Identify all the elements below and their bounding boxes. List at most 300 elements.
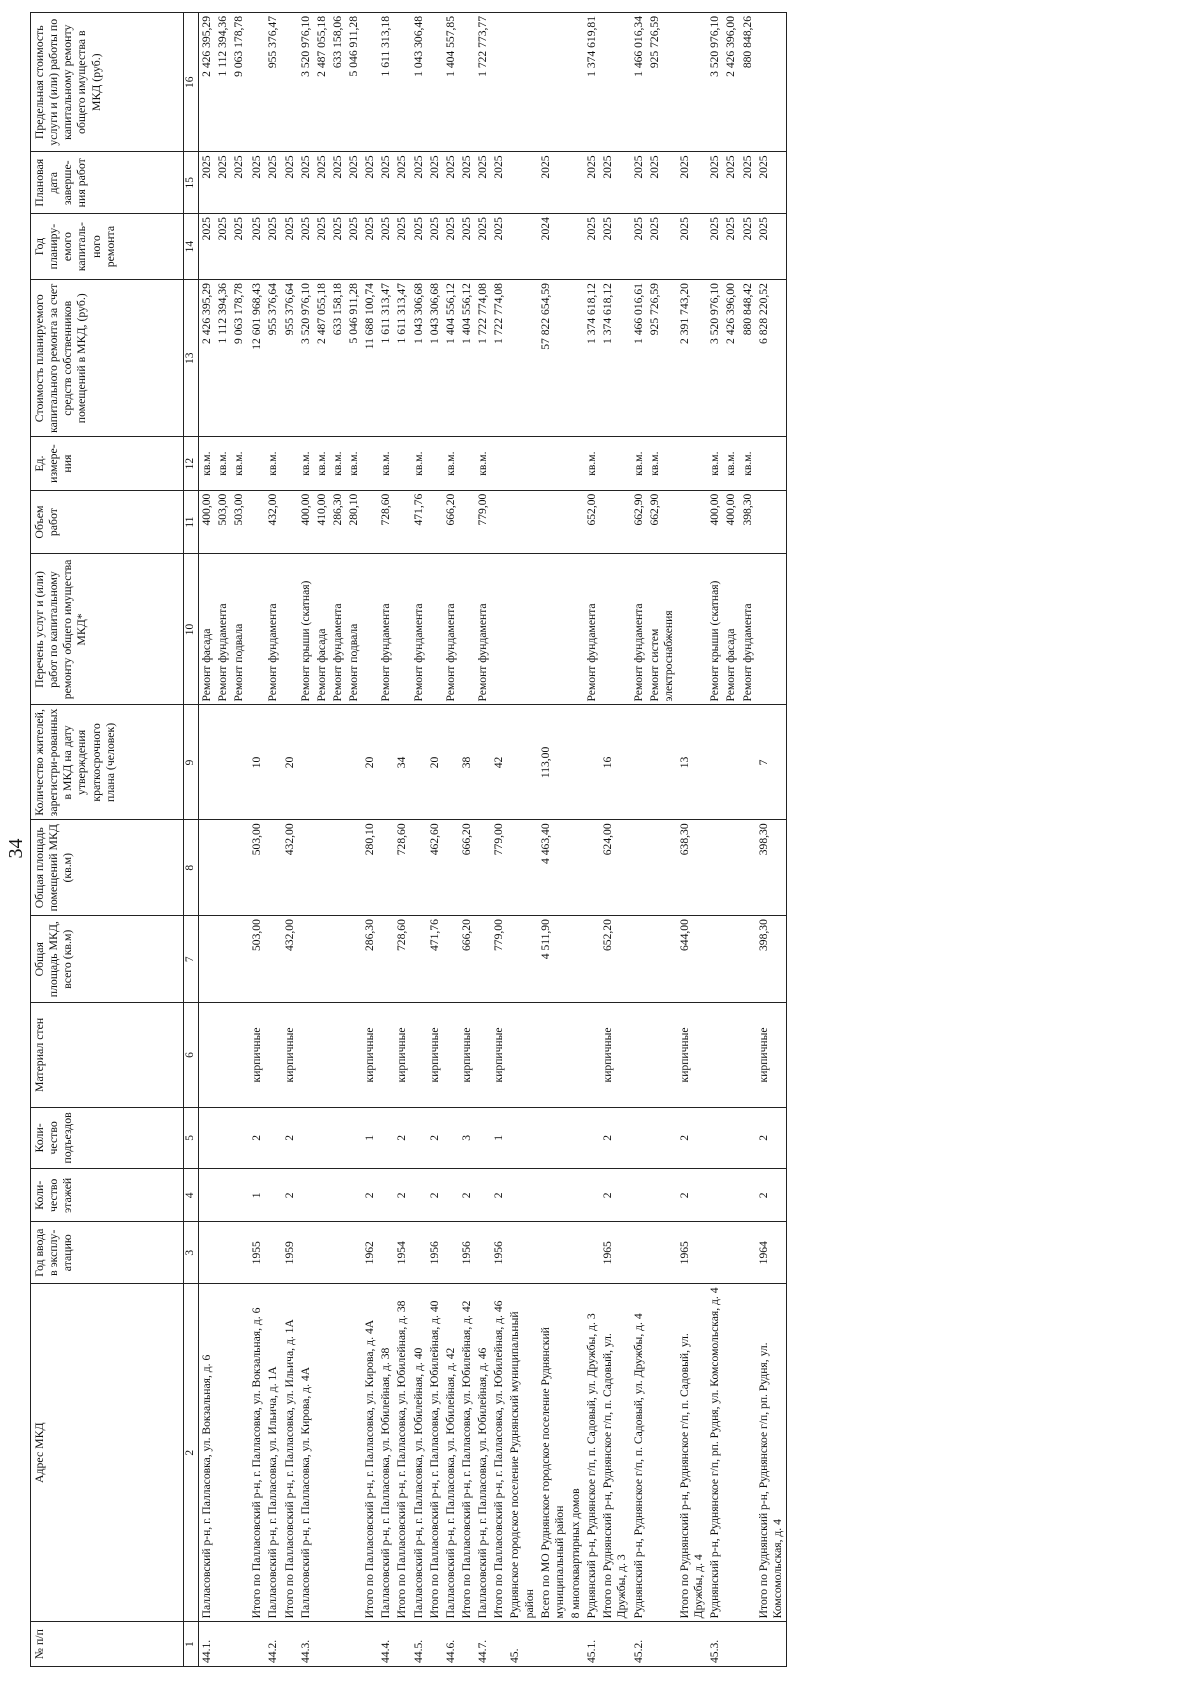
table-cell [723, 1107, 739, 1169]
table-cell [282, 1622, 298, 1667]
table-cell: 503,00 [249, 916, 265, 1003]
table-cell: 398,30 [740, 490, 756, 554]
table-cell [443, 1003, 459, 1107]
table-cell [265, 1003, 281, 1107]
table-cell [231, 1222, 247, 1284]
table-cell [427, 554, 443, 705]
table-cell: Ремонт фасада [198, 554, 215, 705]
table-cell: 2025 [215, 152, 231, 214]
table-cell: 3 520 976,10 [707, 13, 723, 152]
table-cell: Ремонт фундамента [631, 554, 647, 705]
table-cell [411, 1169, 427, 1222]
table-header [31, 13, 199, 1667]
table-cell: кв.м. [647, 437, 677, 490]
column-header: Коли-чество подъездов [31, 1107, 184, 1169]
table-cell: 2025 [491, 214, 507, 280]
table-cell: 462,60 [427, 820, 443, 916]
table-cell [298, 916, 314, 1003]
table-cell [346, 1003, 362, 1107]
table-cell: 2025 [584, 214, 600, 280]
table-cell [723, 820, 739, 916]
table-cell: 1964 [756, 1222, 787, 1284]
table-cell: 2025 [723, 152, 739, 214]
table-cell [631, 705, 647, 820]
table-cell [459, 13, 475, 152]
table-cell: Палласовский р-н, г. Палласовка, ул. Ильича, д. 1А [265, 1284, 281, 1622]
table-cell [740, 820, 756, 916]
column-header: Объем работ [31, 490, 184, 554]
table-cell: 2 487 055,18 [314, 280, 330, 437]
table-cell: 1 043 306,68 [427, 280, 443, 437]
table-cell [346, 1107, 362, 1169]
table-cell: 2025 [314, 214, 330, 280]
table-cell: 2025 [677, 152, 707, 214]
table-cell [756, 437, 787, 490]
table-cell: 2025 [378, 152, 394, 214]
table-row [723, 13, 739, 1667]
table-cell [707, 916, 723, 1003]
table-cell: 1 374 619,81 [584, 13, 600, 152]
table-cell: Итого по Руднянский р-н, Руднянское г/п, п. Садовый, ул. Дружбы, д. 4 [677, 1284, 707, 1622]
table-cell: 2025 [362, 152, 378, 214]
table-cell: 1965 [677, 1222, 707, 1284]
table-cell [740, 1284, 756, 1622]
table-cell [443, 916, 459, 1003]
table-cell [282, 554, 298, 705]
table-cell [600, 437, 630, 490]
table-cell [740, 1169, 756, 1222]
table-cell: 2025 [475, 214, 491, 280]
table-cell [411, 1107, 427, 1169]
table-cell [314, 1107, 330, 1169]
table-cell: 1956 [459, 1222, 475, 1284]
table-cell [346, 820, 362, 916]
table-cell [538, 437, 568, 490]
column-number: 11 [184, 490, 199, 554]
table-cell: кирпичные [459, 1003, 475, 1107]
table-cell [723, 1003, 739, 1107]
table-cell [265, 916, 281, 1003]
column-header: Плановая дата заверше-ния работ [31, 152, 184, 214]
table-cell: кирпичные [491, 1003, 507, 1107]
table-cell: Ремонт подвала [346, 554, 362, 705]
table-cell: 880 848,42 [740, 280, 756, 437]
table-cell: 45.2. [631, 1622, 647, 1667]
table-cell [459, 554, 475, 705]
table-cell: 2025 [677, 214, 707, 280]
table-cell: 20 [427, 705, 443, 820]
table-cell [568, 820, 584, 916]
table-cell: 728,60 [394, 820, 410, 916]
column-header: Перечень услуг и (или) работ по капитальному ремонту общего имущества МКД* [31, 554, 184, 705]
table-cell: 1 404 556,12 [443, 280, 459, 437]
table-cell [740, 1622, 756, 1667]
table-cell: 728,60 [378, 490, 394, 554]
table-cell: Руднянский р-н, Руднянское г/п, п. Садовый, ул. Дружбы, д. 3 [584, 1284, 600, 1622]
table-cell: 2024 [538, 214, 568, 280]
table-cell [568, 152, 584, 214]
column-number: 15 [184, 152, 199, 214]
table-cell: кв.м. [314, 437, 330, 490]
table-cell [330, 1622, 346, 1667]
table-row [282, 13, 298, 1667]
table-cell: 2 [677, 1107, 707, 1169]
table-cell: Итого по Палласовский р-н, г. Палласовка, ул. Юбилейная, д. 40 [427, 1284, 443, 1622]
table-cell: 57 822 654,59 [538, 280, 568, 437]
table-cell: кирпичные [756, 1003, 787, 1107]
table-row [443, 13, 459, 1667]
table-cell [475, 1003, 491, 1107]
table-cell: 2025 [459, 152, 475, 214]
table-cell [507, 490, 537, 554]
table-cell [314, 1222, 330, 1284]
table-cell [378, 1169, 394, 1222]
table-cell [346, 1284, 362, 1622]
table-cell: кирпичные [362, 1003, 378, 1107]
table-cell: 3 [459, 1107, 475, 1169]
table-cell: 5 046 911,28 [346, 280, 362, 437]
table-cell [568, 1107, 584, 1169]
table-cell [362, 437, 378, 490]
table-cell [631, 1169, 647, 1222]
table-cell: 1 404 557,85 [443, 13, 459, 152]
table-cell: 1 611 313,18 [378, 13, 394, 152]
table-cell: 2025 [198, 214, 215, 280]
table-cell: Итого по Палласовский р-н, г. Палласовка, ул. Кирова, д. 4А [362, 1284, 378, 1622]
table-cell [394, 490, 410, 554]
table-cell [723, 705, 739, 820]
table-cell: 16 [600, 705, 630, 820]
table-cell: 44.2. [265, 1622, 281, 1667]
table-cell [378, 705, 394, 820]
table-cell [215, 1284, 231, 1622]
table-cell [411, 916, 427, 1003]
table-cell: 1 043 306,68 [411, 280, 427, 437]
table-cell: 503,00 [215, 490, 231, 554]
table-cell: 12 601 968,43 [249, 280, 265, 437]
table-cell [215, 1622, 231, 1667]
table-cell: кв.м. [740, 437, 756, 490]
table-cell: 662,90 [631, 490, 647, 554]
table-cell: 44.5. [411, 1622, 427, 1667]
table-cell: 1956 [427, 1222, 443, 1284]
table-cell [330, 1284, 346, 1622]
table-cell [584, 705, 600, 820]
table-cell: 2025 [756, 152, 787, 214]
table-cell: 2025 [265, 214, 281, 280]
table-cell: 2 [249, 1107, 265, 1169]
table-cell [459, 437, 475, 490]
table-cell: 44.4. [378, 1622, 394, 1667]
table-cell [740, 1222, 756, 1284]
table-cell: 2025 [459, 214, 475, 280]
table-cell [215, 1222, 231, 1284]
table-cell: 400,00 [298, 490, 314, 554]
table-cell: 644,00 [677, 916, 707, 1003]
table-cell [378, 916, 394, 1003]
table-row [394, 13, 410, 1667]
column-header: Материал стен [31, 1003, 184, 1107]
table-cell: Палласовский р-н, г. Палласовка, ул. Юбилейная, д. 42 [443, 1284, 459, 1622]
column-header: Адрес МКД [31, 1284, 184, 1622]
table-cell [568, 1169, 584, 1222]
table-cell: 955 376,64 [282, 280, 298, 437]
table-cell [459, 1622, 475, 1667]
table-cell [330, 705, 346, 820]
table-cell [538, 1622, 568, 1667]
table-cell [314, 1622, 330, 1667]
table-cell [568, 1622, 584, 1667]
table-cell: Ремонт крыши (скатная) [707, 554, 723, 705]
table-cell [723, 1222, 739, 1284]
table-cell [756, 1622, 787, 1667]
table-cell: 2025 [362, 214, 378, 280]
table-row [215, 13, 231, 1667]
table-cell [282, 437, 298, 490]
table-cell [346, 1622, 362, 1667]
table-cell: 955 376,47 [265, 13, 281, 152]
table-cell: 2025 [600, 152, 630, 214]
table-cell: 45. [507, 1622, 537, 1667]
table-row [507, 13, 537, 1667]
table-cell: 44.7. [475, 1622, 491, 1667]
table-row [330, 13, 346, 1667]
table-cell [584, 1107, 600, 1169]
table-cell: Палласовский р-н, г. Палласовка, ул. Юбилейная, д. 38 [378, 1284, 394, 1622]
table-cell: 8 многоквартирных домов [568, 1284, 584, 1622]
table-cell [282, 490, 298, 554]
table-cell [475, 916, 491, 1003]
table-cell [198, 1169, 215, 1222]
table-cell: 1 722 773,77 [475, 13, 491, 152]
table-cell [298, 1222, 314, 1284]
table-cell: 4 463,40 [538, 820, 568, 916]
table-cell [265, 820, 281, 916]
table-cell [756, 554, 787, 705]
table-cell: 1962 [362, 1222, 378, 1284]
column-number: 8 [184, 820, 199, 916]
table-cell: 955 376,64 [265, 280, 281, 437]
table-cell: кирпичные [600, 1003, 630, 1107]
table-cell: 2025 [265, 152, 281, 214]
table-cell: 638,30 [677, 820, 707, 916]
table-cell: Палласовский р-н, г. Палласовка, ул. Вокзальная, д. 6 [198, 1284, 215, 1622]
table-cell [707, 1003, 723, 1107]
table-cell [491, 1622, 507, 1667]
table-cell: 400,00 [707, 490, 723, 554]
table-cell: 1954 [394, 1222, 410, 1284]
table-cell [647, 1003, 677, 1107]
table-cell: 2025 [346, 152, 362, 214]
table-cell: кв.м. [198, 437, 215, 490]
table-row [314, 13, 330, 1667]
table-row [631, 13, 647, 1667]
table-cell: Ремонт систем электроснабжения [647, 554, 677, 705]
table-cell [362, 13, 378, 152]
table-cell: 400,00 [198, 490, 215, 554]
table-cell: 2025 [443, 214, 459, 280]
table-cell [647, 1169, 677, 1222]
table-cell: кв.м. [346, 437, 362, 490]
table-cell [265, 1169, 281, 1222]
table-cell: 2025 [647, 214, 677, 280]
table-cell: 45.1. [584, 1622, 600, 1667]
table-cell [346, 916, 362, 1003]
table-cell: 2025 [346, 214, 362, 280]
table-cell: 2025 [707, 214, 723, 280]
table-row [600, 13, 630, 1667]
table-cell: 9 063 178,78 [231, 280, 247, 437]
table-cell [378, 1222, 394, 1284]
table-cell [314, 1284, 330, 1622]
table-cell: 2025 [231, 152, 247, 214]
table-cell [568, 490, 584, 554]
table-cell [249, 13, 265, 152]
table-cell [507, 705, 537, 820]
table-cell: 2025 [282, 214, 298, 280]
table-cell: 42 [491, 705, 507, 820]
table-cell: 2025 [538, 152, 568, 214]
table-cell: 652,00 [584, 490, 600, 554]
table-cell: 2 391 743,20 [677, 280, 707, 437]
table-cell: Ремонт фундамента [411, 554, 427, 705]
table-cell: 1 [362, 1107, 378, 1169]
table-cell [362, 554, 378, 705]
table-cell [298, 1107, 314, 1169]
table-cell: кв.м. [231, 437, 247, 490]
table-row [707, 13, 723, 1667]
table-cell [330, 916, 346, 1003]
table-cell [411, 705, 427, 820]
table-cell [298, 1169, 314, 1222]
table-cell: 666,20 [459, 820, 475, 916]
table-cell: 2025 [631, 152, 647, 214]
table-cell: 503,00 [231, 490, 247, 554]
table-cell: Ремонт фундамента [584, 554, 600, 705]
table-cell [330, 820, 346, 916]
table-cell: 2 [491, 1169, 507, 1222]
table-row [584, 13, 600, 1667]
table-cell: Ремонт фундамента [330, 554, 346, 705]
table-cell [756, 490, 787, 554]
table-cell [475, 1222, 491, 1284]
table-cell: 10 [249, 705, 265, 820]
table-cell [362, 1622, 378, 1667]
table-cell: 2025 [215, 214, 231, 280]
table-cell: Ремонт фундамента [740, 554, 756, 705]
table-cell: Итого по Палласовский р-н, г. Палласовка, ул. Юбилейная, д. 46 [491, 1284, 507, 1622]
table-cell: 2025 [330, 152, 346, 214]
table-cell [507, 916, 537, 1003]
table-row [647, 13, 677, 1667]
table-cell [443, 820, 459, 916]
table-cell [314, 916, 330, 1003]
table-cell [411, 1003, 427, 1107]
table-cell [198, 1222, 215, 1284]
table-cell [723, 1622, 739, 1667]
table-cell: Палласовский р-н, г. Палласовка, ул. Кирова, д. 4А [298, 1284, 314, 1622]
table-cell: 2 [756, 1107, 787, 1169]
table-cell: 503,00 [249, 820, 265, 916]
table-cell: 2 [600, 1107, 630, 1169]
table-cell: Руднянский р-н, Руднянское г/п, рп. Рудня, ул. Комсомольская, д. 4 [707, 1284, 723, 1622]
table-cell [314, 1169, 330, 1222]
table-cell: 44.6. [443, 1622, 459, 1667]
table-cell [249, 554, 265, 705]
table-cell [647, 1107, 677, 1169]
table-cell [631, 1003, 647, 1107]
table-cell: 2025 [298, 152, 314, 214]
column-number: 16 [184, 13, 199, 152]
table-cell [507, 280, 537, 437]
table-cell [231, 820, 247, 916]
table-cell [538, 554, 568, 705]
table-cell: 880 848,26 [740, 13, 756, 152]
table-cell [707, 1107, 723, 1169]
table-row [427, 13, 443, 1667]
table-cell: кв.м. [707, 437, 723, 490]
table-cell [723, 916, 739, 1003]
table-cell: кирпичные [677, 1003, 707, 1107]
table-cell [411, 1222, 427, 1284]
table-cell: 3 520 976,10 [298, 280, 314, 437]
table-cell: 2025 [282, 152, 298, 214]
table-cell: 2025 [740, 214, 756, 280]
table-cell: Палласовский р-н, г. Палласовка, ул. Юбилейная, д. 40 [411, 1284, 427, 1622]
table-cell: 2025 [647, 152, 677, 214]
table-cell [707, 1222, 723, 1284]
table-cell: 4 511,90 [538, 916, 568, 1003]
table-cell: Итого по Палласовский р-н, г. Палласовка, ул. Ильича, д. 1А [282, 1284, 298, 1622]
table-cell: 633 158,06 [330, 13, 346, 152]
table-row [265, 13, 281, 1667]
column-number: 13 [184, 280, 199, 437]
table-row [362, 13, 378, 1667]
table-cell [394, 13, 410, 152]
table-cell [538, 13, 568, 152]
table-cell: 398,30 [756, 820, 787, 916]
table-cell: 113,00 [538, 705, 568, 820]
table-cell: 779,00 [491, 916, 507, 1003]
table-cell: 1 043 306,48 [411, 13, 427, 152]
table-cell [265, 1107, 281, 1169]
table-cell [600, 13, 630, 152]
table-row [249, 13, 265, 1667]
table-cell: 666,20 [443, 490, 459, 554]
table-cell [411, 820, 427, 916]
table-cell [647, 705, 677, 820]
table-cell [584, 1003, 600, 1107]
table-cell: кв.м. [723, 437, 739, 490]
table-cell: 2 [282, 1169, 298, 1222]
table-cell [443, 1107, 459, 1169]
table-cell [507, 1003, 537, 1107]
table-cell: 2025 [411, 214, 427, 280]
table-cell [568, 1003, 584, 1107]
table-cell: 286,30 [362, 916, 378, 1003]
table-cell [568, 437, 584, 490]
table-cell [282, 13, 298, 152]
column-header: Общая площадь МКД, всего (кв.м) [31, 916, 184, 1003]
table-cell [231, 1284, 247, 1622]
table-cell [427, 490, 443, 554]
table-row [378, 13, 394, 1667]
table-cell [647, 820, 677, 916]
table-cell [491, 13, 507, 152]
table-cell: 1 112 394,36 [215, 13, 231, 152]
column-header: Предельная стоимость услуги и (или) работы по капитальному ремонту общего имущества в МКД (руб.) [31, 13, 184, 152]
table-cell: 1955 [249, 1222, 265, 1284]
